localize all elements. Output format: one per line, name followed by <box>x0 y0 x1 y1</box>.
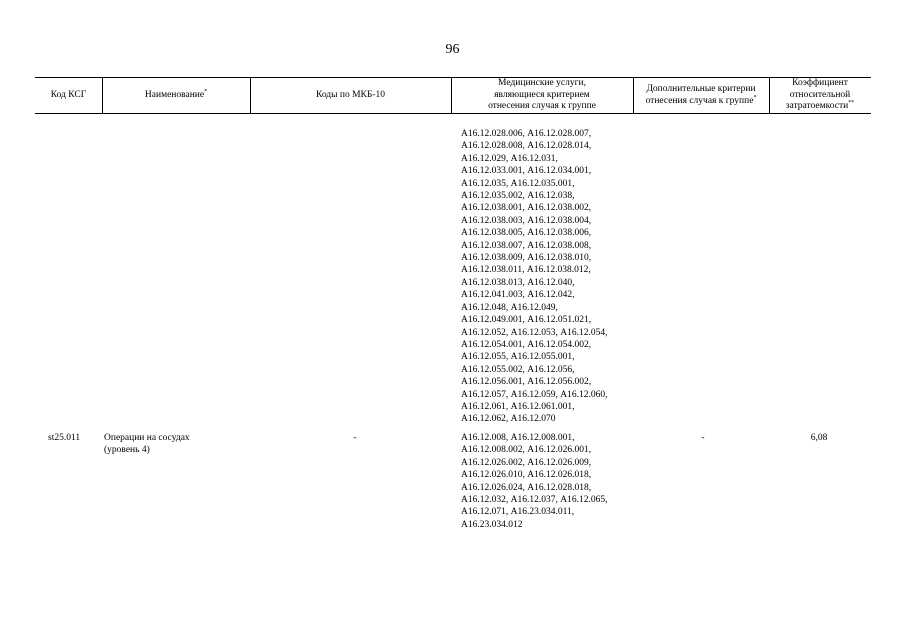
header-name: Наименование* <box>144 88 208 100</box>
continued-services-list: А16.12.028.006, А16.12.028.007, А16.12.028.008, А16.12.028.014, А16.12.029, А16.12.031, А16.12.033.001, А16.12.034.001, А16.12.035, А16.12.035.001, А16.12.035.002, А16.12.038, А16.12.038.001, А16.12.038.002, А16.12.038.003, А16.12.038.004, А16.12.038.005, А16.12.038.006, А16.12.038.007, А16.12.038.008, А16.12.038.009, А16.12.038.010, А16.12.038.011, А16.12.038.012, А16.12.038.013, А16.12.040, А16.12.041.003, А16.12.042, А16.12.048, А16.12.049, А16.12.049.001, А16.12.051.021, А16.12.052, А16.12.053, А16.12.054, А16.12.054.001, А16.12.054.002, А16.12.055, А16.12.055.001, А16.12.055.002, А16.12.056, А16.12.056.001, А16.12.056.002, А16.12.057, А16.12.059, А16.12.060, А16.12.061, А16.12.061.001, А16.12.062, А16.12.070 <box>461 129 608 425</box>
row-coefficient: 6,08 <box>810 433 828 443</box>
row-code: st25.011 <box>48 433 81 443</box>
row-extra-criteria: - <box>701 433 705 443</box>
header-code: Код КСГ <box>50 89 87 100</box>
row-name: Операции на сосудах (уровень 4) <box>104 433 190 456</box>
header-services: Медицинские услуги, являющиеся критерием отнесения случая к группе <box>488 78 596 112</box>
header-extra-criteria: Дополнительные критерии отнесения случая к группе* <box>645 84 757 106</box>
header-mkb: Коды по МКБ-10 <box>315 89 386 100</box>
header-coefficient: Коэффициент относительной затратоемкости** <box>785 78 855 112</box>
row-services: А16.12.008, А16.12.008.001, А16.12.008.002, А16.12.026.001, А16.12.026.002, А16.12.026.009, А16.12.026.010, А16.12.026.018, А16.12.026.024, А16.12.028.018, А16.12.032, А16.12.037, А16.12.065, А16.12.071, А16.23.034.011, А16.23.034.012 <box>461 433 608 530</box>
page-number: 96 <box>445 42 460 57</box>
row-mkb: - <box>353 433 357 443</box>
